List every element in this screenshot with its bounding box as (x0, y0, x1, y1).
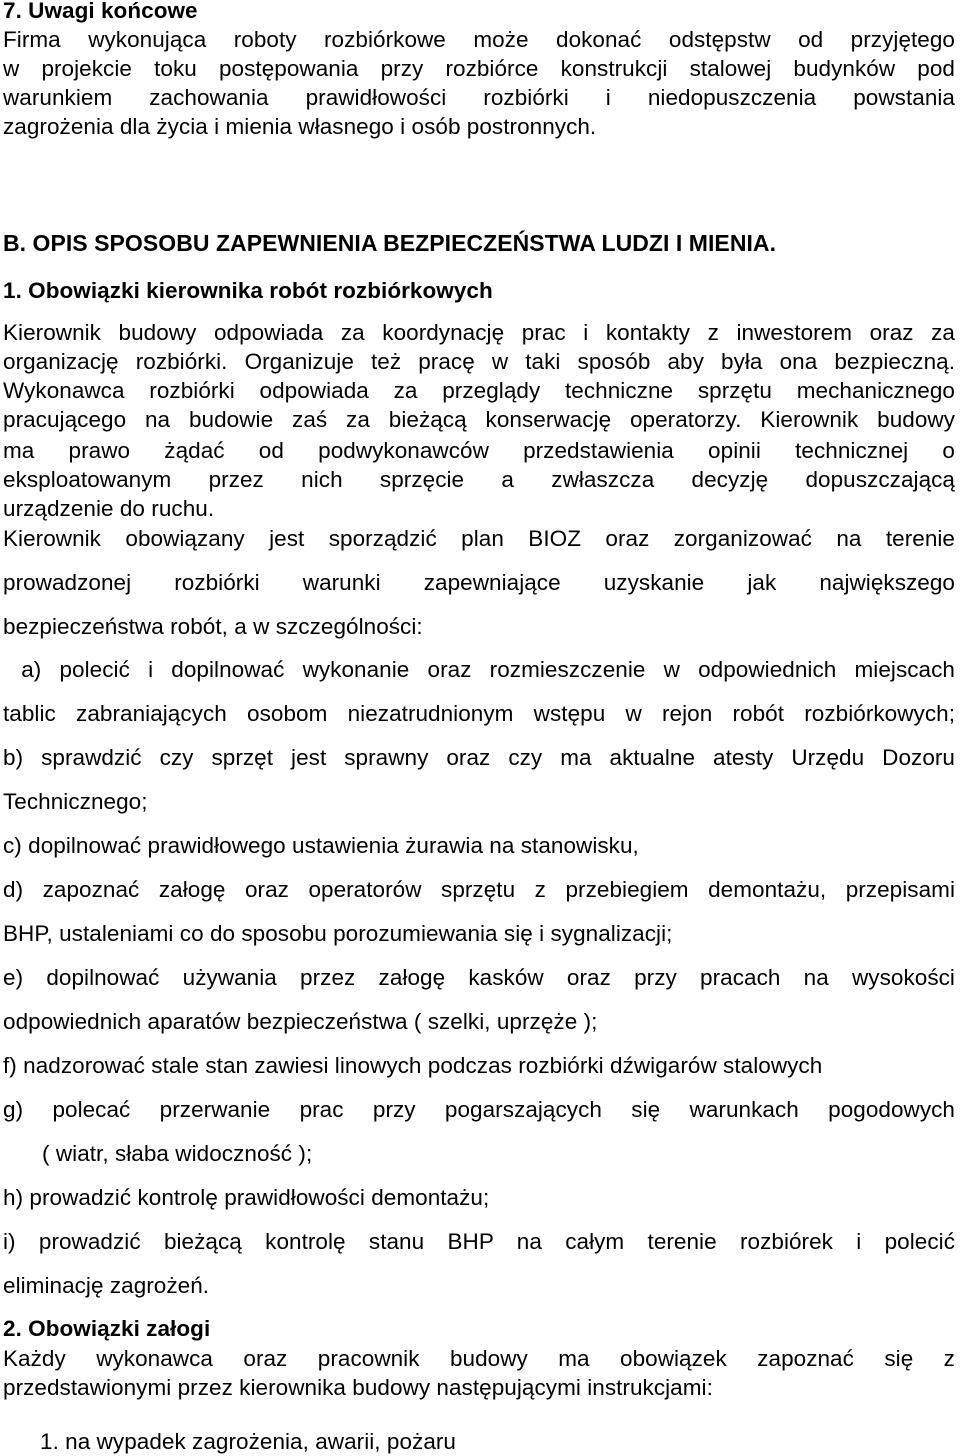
section-7-line-1: Firma wykonująca roboty rozbiórkowe może dokonać odstępstw od przyjętego (3, 27, 955, 52)
para-2-line-2: prowadzonej rozbiórki warunki zapewniające uzyskanie jak największego (3, 570, 955, 595)
list-item-e-line-2: odpowiednich aparatów bezpieczeństwa ( szelki, uprzęże ); (3, 1009, 598, 1034)
para-1-line-6: eksploatowanym przez nich sprzęcie a zwłaszcza decyzję dopuszczającą (3, 467, 955, 492)
para-1-line-4: pracującego na budowie zaś za bieżącą konserwację operatorzy. Kierownik budowy (3, 407, 955, 432)
list-item-i-line-2: eliminację zagrożeń. (3, 1273, 210, 1298)
section-7-line-4: zagrożenia dla życia i mienia własnego i osób postronnych. (3, 114, 597, 139)
para-1-line-7: urządzenie do ruchu. (3, 496, 215, 521)
subsection-1-heading: 1. Obowiązki kierownika robót rozbiórkowych (3, 278, 493, 303)
list-item-i-line-1: i) prowadzić bieżącą kontrolę stanu BHP na całym terenie rozbiórek i polecić (3, 1229, 955, 1254)
list-item-a-line-1: a) polecić i dopilnować wykonanie oraz rozmieszczenie w odpowiednich miejscach (3, 657, 955, 682)
list-item-f: f) nadzorować stale stan zawiesi linowych podczas rozbiórki dźwigarów stalowych (3, 1053, 823, 1078)
list-item-g-line-1: g) polecać przerwanie prac przy pogarszających się warunkach pogodowych (3, 1097, 955, 1122)
para-3-line-1: Każdy wykonawca oraz pracownik budowy ma obowiązek zapoznać się z (3, 1346, 955, 1371)
para-3-line-2: przedstawionymi przez kierownika budowy następującymi instrukcjami: (3, 1375, 713, 1400)
list-item-g-line-2: ( wiatr, słaba widoczność ); (42, 1141, 313, 1166)
subsection-2-heading: 2. Obowiązki załogi (3, 1316, 211, 1341)
list-item-e-line-1: e) dopilnować używania przez załogę kasków oraz przy pracach na wysokości (3, 965, 955, 990)
section-7-line-2: w projekcie toku postępowania przy rozbiórce konstrukcji stalowej budynków pod (3, 56, 955, 81)
section-7-heading: 7. Uwagi końcowe (3, 0, 198, 23)
list-item-c: c) dopilnować prawidłowego ustawienia żurawia na stanowisku, (3, 833, 639, 858)
numbered-list-item-1: 1. na wypadek zagrożenia, awarii, pożaru (40, 1429, 456, 1454)
para-1-line-3: Wykonawca rozbiórki odpowiada za przeglądy techniczne sprzętu mechanicznego (3, 378, 955, 403)
para-2-line-3: bezpieczeństwa robót, a w szczególności: (3, 614, 423, 639)
para-2-line-1: Kierownik obowiązany jest sporządzić plan BIOZ oraz zorganizować na terenie (3, 526, 955, 551)
section-b-heading: B. OPIS SPOSOBU ZAPEWNIENIA BEZPIECZEŃSTWA LUDZI I MIENIA. (3, 230, 777, 256)
list-item-a-line-2: tablic zabraniających osobom niezatrudnionym wstępu w rejon robót rozbiórkowych; (3, 701, 955, 726)
list-item-h: h) prowadzić kontrolę prawidłowości demontażu; (3, 1185, 490, 1210)
section-7-line-3: warunkiem zachowania prawidłowości rozbiórki i niedopuszczenia powstania (3, 85, 955, 110)
para-1-line-5: ma prawo żądać od podwykonawców przedstawienia opinii technicznej o (3, 438, 955, 463)
para-1-line-2: organizację rozbiórki. Organizuje też pracę w taki sposób aby była ona bezpieczną. (3, 349, 955, 374)
list-item-b-line-2: Technicznego; (3, 789, 148, 814)
list-item-d-line-1: d) zapoznać załogę oraz operatorów sprzętu z przebiegiem demontażu, przepisami (3, 877, 955, 902)
list-item-b-line-1: b) sprawdzić czy sprzęt jest sprawny oraz czy ma aktualne atesty Urzędu Dozoru (3, 745, 955, 770)
para-1-line-1: Kierownik budowy odpowiada za koordynację prac i kontakty z inwestorem oraz za (3, 320, 955, 345)
list-item-d-line-2: BHP, ustaleniami co do sposobu porozumiewania się i sygnalizacji; (3, 921, 673, 946)
